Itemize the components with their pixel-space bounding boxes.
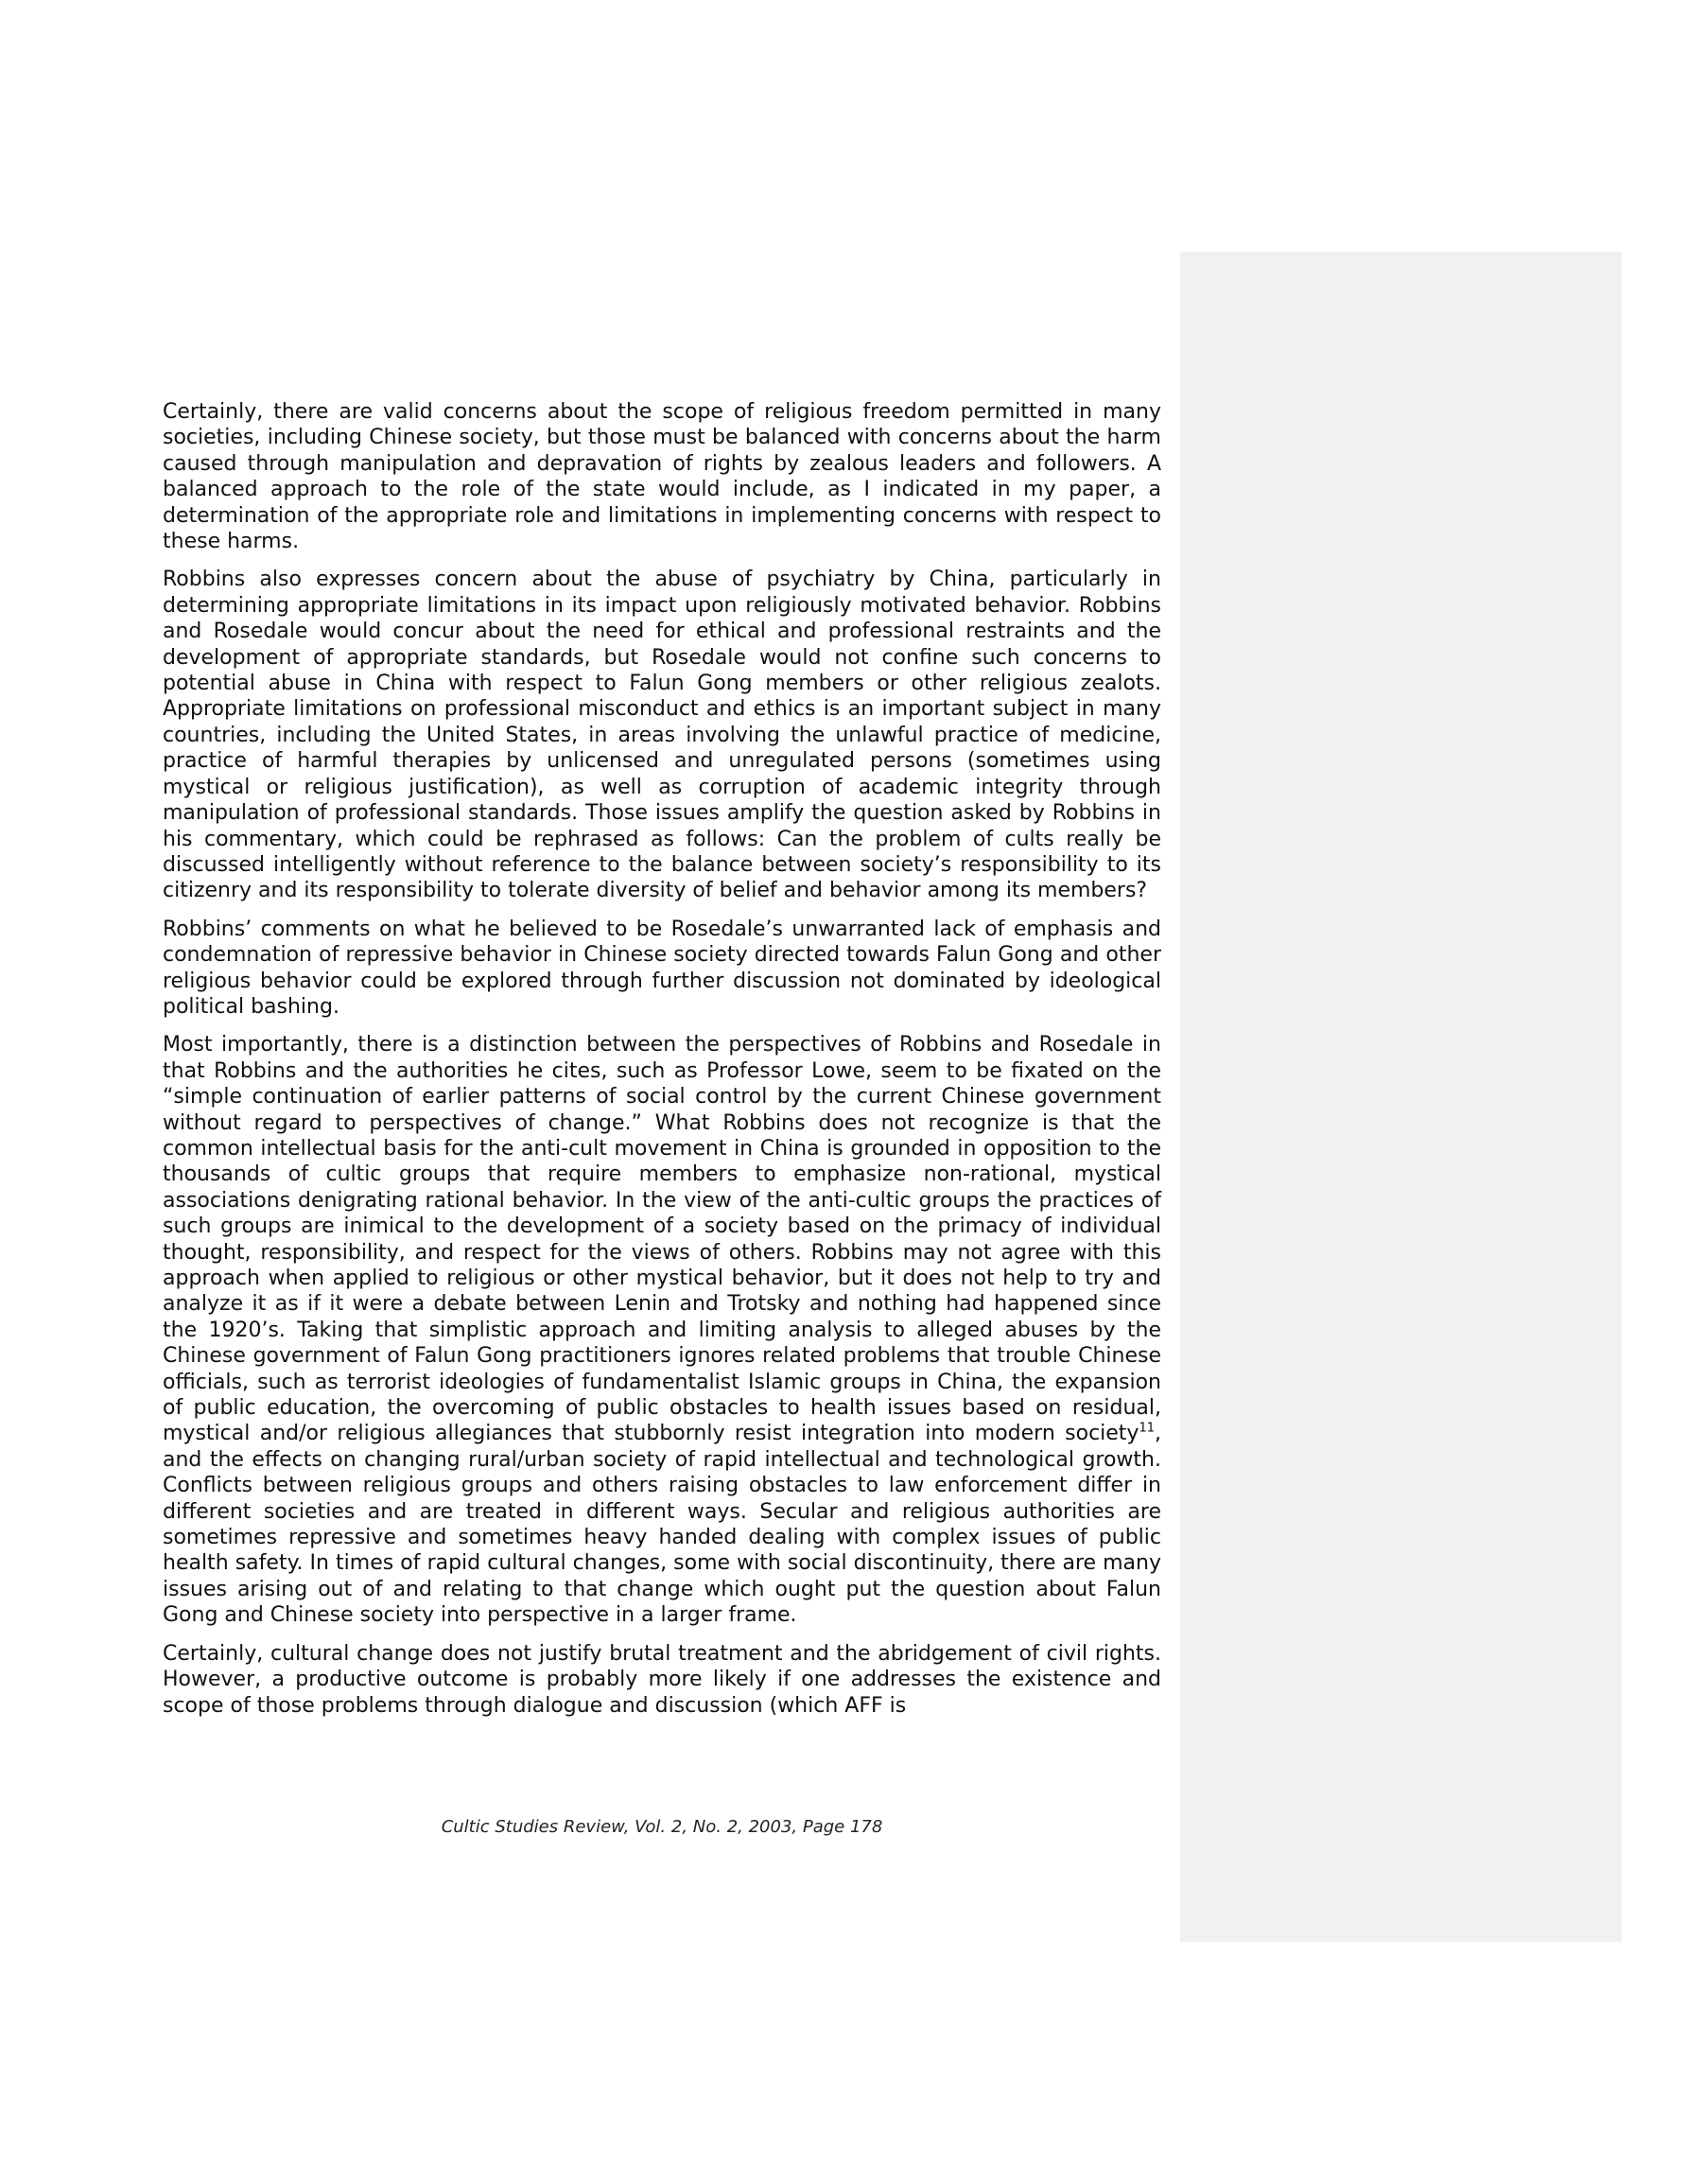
paragraph-4-text-a: Most importantly, there is a distinction between the perspectives of Robbins and Rosedale in that Robbins and the authorities he cites, such as Professor Lowe, seem to be fixated on the “simple continuation of earlier patterns of social control by the current Chinese government without regard to perspectives of change.” What Robbins does not recognize is that the common intellectual basis for the anti-cult movement in China is grounded in opposition to the thousands of cultic groups that require members to emphasize non-rational, mystical associations denigrating rational behavior. In the view of the anti-cultic groups the practices of such groups are inimical to the development of a society based on the primacy of individual thought, responsibility, and respect for the views of others. Robbins may not agree with this approach when applied to religious or other mystical behavior, but it does not help to try and analyze it as if it were a debate between Lenin and Trotsky and nothing had happened since the 1920’s. Taking that simplistic approach and limiting analysis to alleged abuses by the Chinese government of Falun Gong practitioners ignores related problems that trouble Chinese officials, such as terrorist ideologies of fundamentalist Islamic groups in China, the expansion of public education, the overcoming of public obstacles to health issues based on residual, mystical and/or religious allegiances that stubbornly resist integration into modern society (163, 1033, 1161, 1446)
paragraph-3: Robbins’ comments on what he believed to be Rosedale’s unwarranted lack of emphasis and condemnation of repressive behavior in Chinese society directed towards Falun Gong and other religious behavior could be explored through further discussion not dominated by ideological political bashing. (163, 917, 1161, 1019)
paragraph-2: Robbins also expresses concern about the abuse of psychiatry by China, particularly in determining appropriate limitations in its impact upon religiously motivated behavior. Robbins and Rosedale would concur about the need for ethical and professional restraints and the development of appropriate standards, but Rosedale would not confine such concerns to potential abuse in China with respect to Falun Gong members or other religious zealots. Appropriate limitations on professional misconduct and ethics is an important subject in many countries, including the United States, in areas involving the unlawful practice of medicine, practice of harmful therapies by unlicensed and unregulated persons (sometimes using mystical or religious justification), as well as corruption of academic integrity through manipulation of professional standards. Those issues amplify the question asked by Robbins in his commentary, which could be rephrased as follows: Can the problem of cults really be discussed intelligently without reference to the balance between society’s responsibility to its citizenry and its responsibility to tolerate diversity of belief and behavior among its members? (163, 568, 1161, 903)
article-body (163, 399, 1161, 1731)
paragraph-5: Certainly, cultural change does not justify brutal treatment and the abridgement of civil rights. However, a productive outcome is probably more likely if one addresses the existence and scope of those problems through dialogue and discussion (which AFF is (163, 1641, 1161, 1718)
paragraph-4 (163, 1032, 1161, 1628)
paragraph-4-text-b: , and the effects on changing rural/urban society of rapid intellectual and technological growth. Conflicts between religious groups and others raising obstacles to law enforcement differ in different societies and are treated in different ways. Secular and religious authorities are sometimes repressive and sometimes heavy handed dealing with complex issues of public health safety. In times of rapid cultural changes, some with social discontinuity, there are many issues arising out of and relating to that change which ought put the question about Falun Gong and Chinese society into perspective in a larger frame. (163, 1422, 1161, 1628)
comment-margin-pane (1180, 252, 1622, 1942)
page-footer: Cultic Studies Review, Vol. 2, No. 2, 2003, Page 178 (441, 1817, 883, 1837)
paragraph-1: Certainly, there are valid concerns about the scope of religious freedom permitted in many societies, including Chinese society, but those must be balanced with concerns about the harm caused through manipulation and depravation of rights by zealous leaders and followers. A balanced approach to the role of the state would include, as I indicated in my paper, a determination of the appropriate role and limitations in implementing concerns with respect to these harms. (163, 400, 1161, 554)
footnote-reference[interactable]: 11 (1139, 1422, 1155, 1437)
